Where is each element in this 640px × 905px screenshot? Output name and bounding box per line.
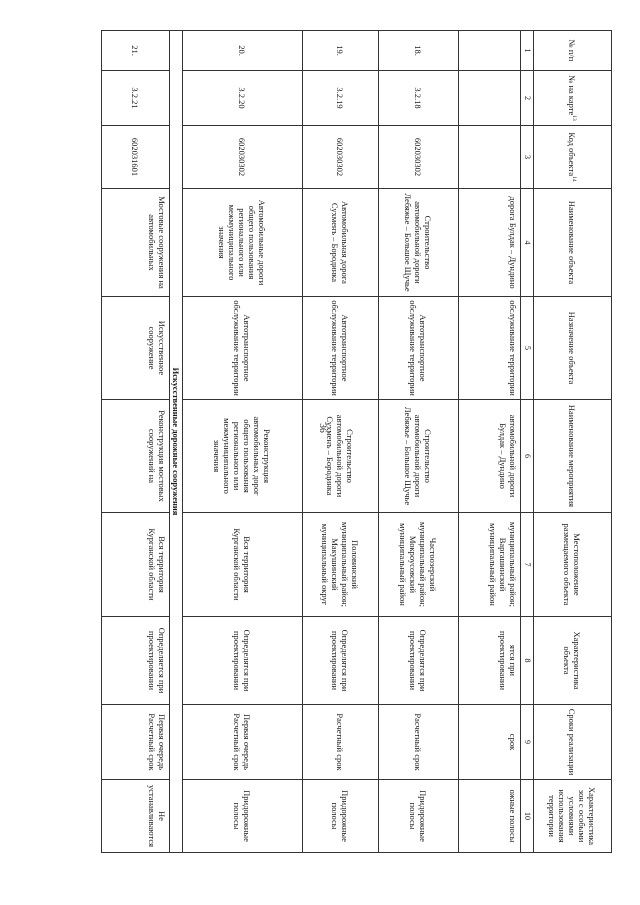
cell-location: Вся территория Курганской области [183, 513, 303, 617]
cell-zones: Придорожные полосы [303, 780, 379, 853]
header-cell-term: Сроки реализации [534, 705, 612, 780]
cell-purpose: Автотранспортное обслуживание территории [303, 297, 379, 400]
column-number: 7 [521, 513, 534, 617]
cell-location: Половинский муниципальный район; Макушинский муниципальный округ [303, 513, 379, 617]
cell-measure: Реконструкция автомобильных дорог общего пользования регионального или межмуниципального значения [183, 400, 303, 513]
cell-code: 602030302 [303, 126, 379, 189]
cell-map: 3.2.21 [102, 71, 170, 126]
column-number: 6 [521, 400, 534, 513]
cell-characteristic: Определяется при проектировании [102, 617, 170, 705]
cell-term: срок [459, 705, 521, 780]
section-title: Искусственные дорожные сооружения [170, 31, 183, 853]
column-number: 3 [521, 126, 534, 189]
cell-map [459, 71, 521, 126]
section-header-row [170, 31, 183, 853]
cell-code: 602031601 [102, 126, 170, 189]
cell-purpose: Искусственное сооружение [102, 297, 170, 400]
cell-term: Расчетный срок [379, 705, 459, 780]
cell-map: 3.2.18 [379, 71, 459, 126]
cell-characteristic: Определятся при проектировании [379, 617, 459, 705]
cell-code [459, 126, 521, 189]
cell-name: Строительство автомобильной дороги Лебяжье – Большое Щучье [379, 189, 459, 297]
cell-zones: ожные полосы [459, 780, 521, 853]
header-cell-code: Код объекта$^{14}$ [534, 126, 612, 189]
header-cell-purpose: Назначение объекта [534, 297, 612, 400]
cell-n: 19. [303, 31, 379, 71]
cell-name: Автомобильные дороги общего пользования регионального или межмуниципального значения [183, 189, 303, 297]
cell-map: 3.2.19 [303, 71, 379, 126]
cell-n: 21. [102, 31, 170, 71]
column-number: 1 [521, 31, 534, 71]
column-number: 8 [521, 617, 534, 705]
cell-measure: Строительство автомобильной дороги Лебяжье – Большое Щучье [379, 400, 459, 513]
cell-location: Частоозерский муниципальный район; Мокроусовский муниципальный район [379, 513, 459, 617]
cell-term: Первая очередь Расчетный срок [102, 705, 170, 780]
cell-code: 602030302 [379, 126, 459, 189]
cell-zones: Не устанавливаются [102, 780, 170, 853]
cell-map: 3.2.20 [183, 71, 303, 126]
cell-n: 18. [379, 31, 459, 71]
header-cell-map: № на карте$^{13}$ [534, 71, 612, 126]
cell-measure: автомобильной дороги Булдак – Дундино [459, 400, 521, 513]
column-number: 9 [521, 705, 534, 780]
table-header-row [534, 31, 612, 853]
cell-characteristic: ятся при проектировании [459, 617, 521, 705]
header-cell-measure: Наименование мероприятия [534, 400, 612, 513]
cell-name: Мостовые сооружения на автомобильных [102, 189, 170, 297]
table-row [183, 31, 303, 853]
column-number-row [521, 31, 534, 853]
column-number: 5 [521, 297, 534, 400]
column-number: 2 [521, 71, 534, 126]
cell-measure: Строительство автомобильной дороги Сухменъ – Бородинка [303, 400, 379, 513]
header-cell-zones: Характеристика зон с особыми условиями использования территории [534, 780, 612, 853]
header-cell-n: № п/п [534, 31, 612, 71]
cell-n [459, 31, 521, 71]
header-cell-location: Местоположение размещаемого объекта [534, 513, 612, 617]
rotated-table-frame [101, 30, 612, 852]
table-row [102, 31, 170, 853]
header-cell-name: Наименование объекта [534, 189, 612, 297]
table-row [459, 31, 521, 853]
cell-characteristic: Определятся при проектировании [303, 617, 379, 705]
table-row [303, 31, 379, 853]
cell-zones: Придорожные полосы [183, 780, 303, 853]
cell-location: муниципальный район; Варгашинский муниципальный район [459, 513, 521, 617]
cell-name: дорога Булдак – Дундино [459, 189, 521, 297]
header-cell-characteristic: Характеристика объекта [534, 617, 612, 705]
cell-location: Вся территория Курганской области [102, 513, 170, 617]
cell-purpose: Автотранспортное обслуживание территории [379, 297, 459, 400]
objects-table [101, 30, 612, 853]
cell-name: Автомобильная дорога Сухменъ – Бородинка [303, 189, 379, 297]
page-number: 36 [317, 423, 327, 433]
column-number: 10 [521, 780, 534, 853]
cell-measure: Реконструкция мостовых сооружений на [102, 400, 170, 513]
column-number: 4 [521, 189, 534, 297]
table-row [379, 31, 459, 853]
cell-purpose: Автотранспортное обслуживание территории [183, 297, 303, 400]
cell-purpose: обслуживание территории [459, 297, 521, 400]
cell-zones: Придорожные полосы [379, 780, 459, 853]
table-container [101, 30, 612, 852]
cell-code: 602030302 [183, 126, 303, 189]
cell-term: Расчетный срок [303, 705, 379, 780]
cell-term: Первая очередь Расчетный срок [183, 705, 303, 780]
cell-n: 20. [183, 31, 303, 71]
cell-characteristic: Определятся при проектировании [183, 617, 303, 705]
